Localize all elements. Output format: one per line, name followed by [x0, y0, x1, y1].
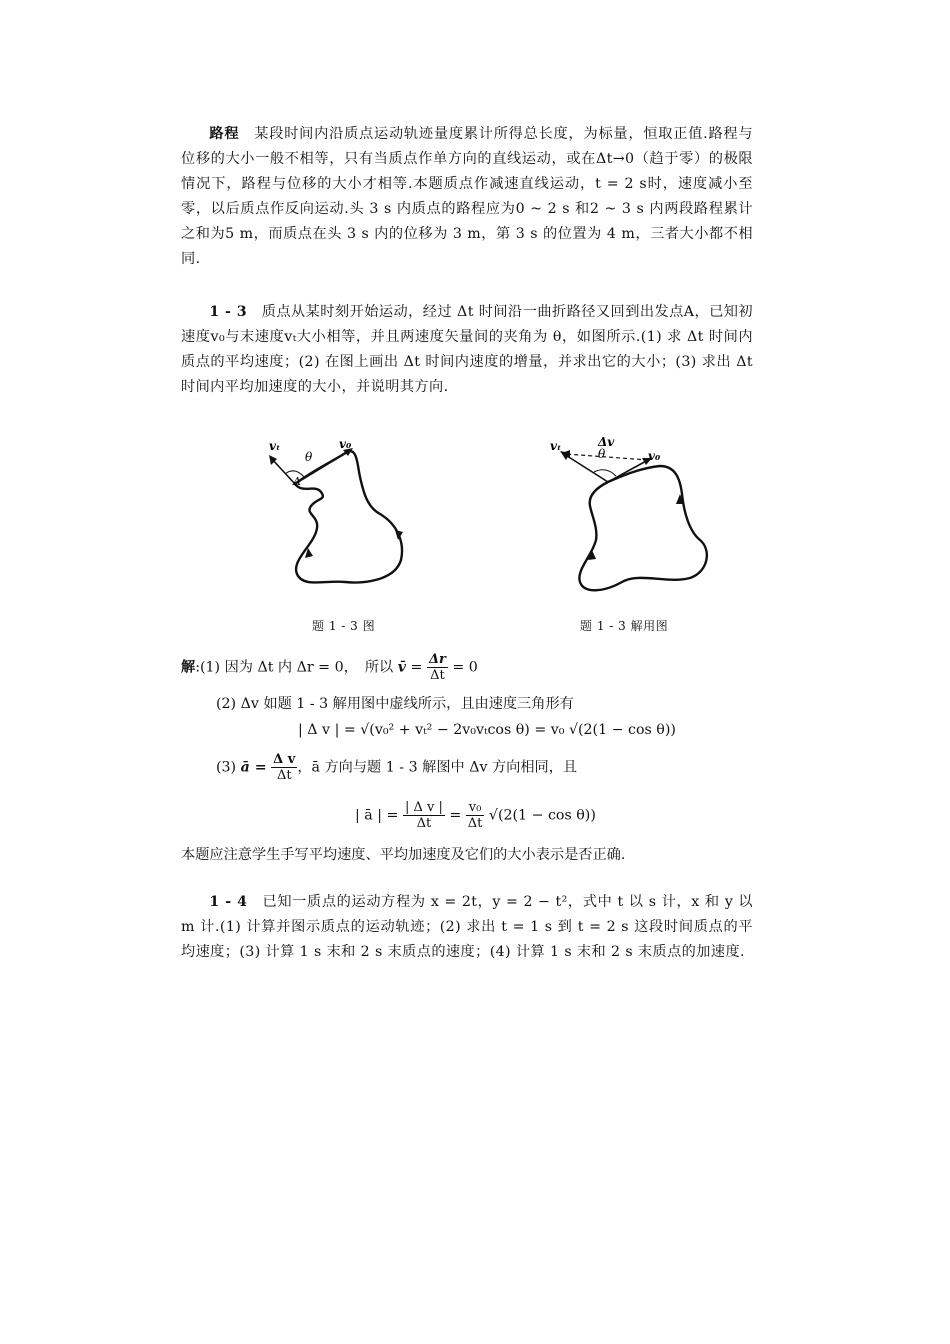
- label-delta-v: Δv: [598, 435, 615, 449]
- label-theta: θ: [305, 450, 313, 464]
- solution-step-2: (2) Δv 如题 1 - 3 解用图中虚线所示，且由速度三角形有: [216, 696, 574, 712]
- caption-left: 题 1 - 3 图: [312, 619, 376, 633]
- label-vt: vₜ: [550, 439, 562, 453]
- label-vt: vₜ: [269, 439, 281, 453]
- caption-right: 题 1 - 3 解用图: [580, 619, 669, 633]
- problem-text: 质点从某时刻开始运动，经过 Δt 时间沿一曲折路径又回到出发点A，已知初速度v₀与末速度vₜ大小相等，并且两速度矢量间的夹角为 θ，如图所示.(1) 求 Δt 时间内质点的平均速度；(2) 在图上画出 Δt 时间内速度的增量，并求出它的大小；(3) 求出 Δt 时间内平均加速度的大小，并说明其方向.: [181, 304, 753, 395]
- paragraph-text: 某段时间内沿质点运动轨迹量度累计所得总长度，为标量，恒取正值.路程与位移的大小一般不相等，只有当质点作单方向的直线运动，或在Δt→0（趋于零）的极限情况下，路程与位移的大小才相等.本题质点作减速直线运动，t = 2 s时，速度减小至零，以后质点作反向运动.头 3 s 内质点的路程应为0 ~ 2 s 和2 ~ 3 s 内两段路程累计之和为5 m，而质点在头 3 s 内的位移为 3 m，第 3 s 的位置为 4 m，三者大小都不相同.: [181, 126, 753, 267]
- fraction-abs-dv-dt: $\frac{\text{| Δ v |}}{\Delta t}$: [404, 800, 443, 831]
- solution-step-3: [216, 752, 577, 783]
- term-lead: 路程: [209, 126, 240, 142]
- result-zero: = 0: [452, 659, 478, 676]
- label-v0: v₀: [648, 449, 661, 463]
- label-theta: θ: [598, 447, 606, 461]
- label-v0: v₀: [339, 437, 352, 451]
- solution-note: 本题应注意学生手写平均速度、平均加速度及它们的大小表示是否正确.: [181, 847, 626, 863]
- abar-symbol: ā =: [240, 759, 267, 776]
- problem-text: 已知一质点的运动方程为 x = 2t，y = 2 − t²，式中 t 以 s 计，x 和 y 以 m 计.(1) 计算并图示质点的运动轨迹；(2) 求出 t = 1 s 到 t = 2 s 这段时间质点的平均速度；(3) 计算 1 s 末和 2 s 末质点的速度；(4) 计算 1 s 末和 2 s 末质点的加速度.: [181, 894, 754, 960]
- step-3-prefix: (3): [216, 759, 237, 776]
- step-3-text: ，ā 方向与题 1 - 3 解图中 Δv 方向相同，且: [297, 759, 578, 776]
- abar-rhs: √(2(1 − cos θ)): [488, 807, 596, 824]
- problem-1-4: [181, 890, 753, 965]
- figure-left: [255, 432, 435, 602]
- fraction-dv-dt: $\frac{\text{Δ v}}{\Delta t}$: [273, 752, 296, 783]
- problem-1-3: [181, 300, 753, 400]
- label-A: A: [293, 475, 301, 488]
- equation-abar: | ā | = $\frac{\text{| Δ v |}}{\Delta t}$ = $\frac{\text{v₀}}{\Delta t}$ √(2(1 − cos θ)): [355, 800, 596, 831]
- solution-label: 解: [181, 659, 196, 676]
- vbar-symbol: v̄: [397, 659, 407, 676]
- problem-number: 1 - 4: [209, 894, 248, 910]
- fraction-dr-dt: $\frac{\Delta r}{\Delta t}$: [428, 652, 446, 683]
- abar-lhs: | ā | =: [355, 807, 399, 824]
- problem-number: 1 - 3: [209, 304, 248, 320]
- paragraph-path-definition: [181, 122, 753, 272]
- solution-step-1: 解:(1) 因为 Δt 内 Δr = 0， 所以 v̄ = $\frac{\Delta r}{\Delta t}$ = 0: [181, 652, 478, 683]
- equation-delta-v: | Δ v | = √(v₀² + vₜ² − 2v₀vₜcos θ) = v₀ √(2(1 − cos θ)): [298, 722, 676, 738]
- fraction-v0-dt: $\frac{\text{v₀}}{\Delta t}$: [467, 800, 483, 831]
- figure-right: [540, 432, 720, 602]
- solution-step-1-text: :(1) 因为 Δt 内 Δr = 0， 所以: [195, 659, 394, 676]
